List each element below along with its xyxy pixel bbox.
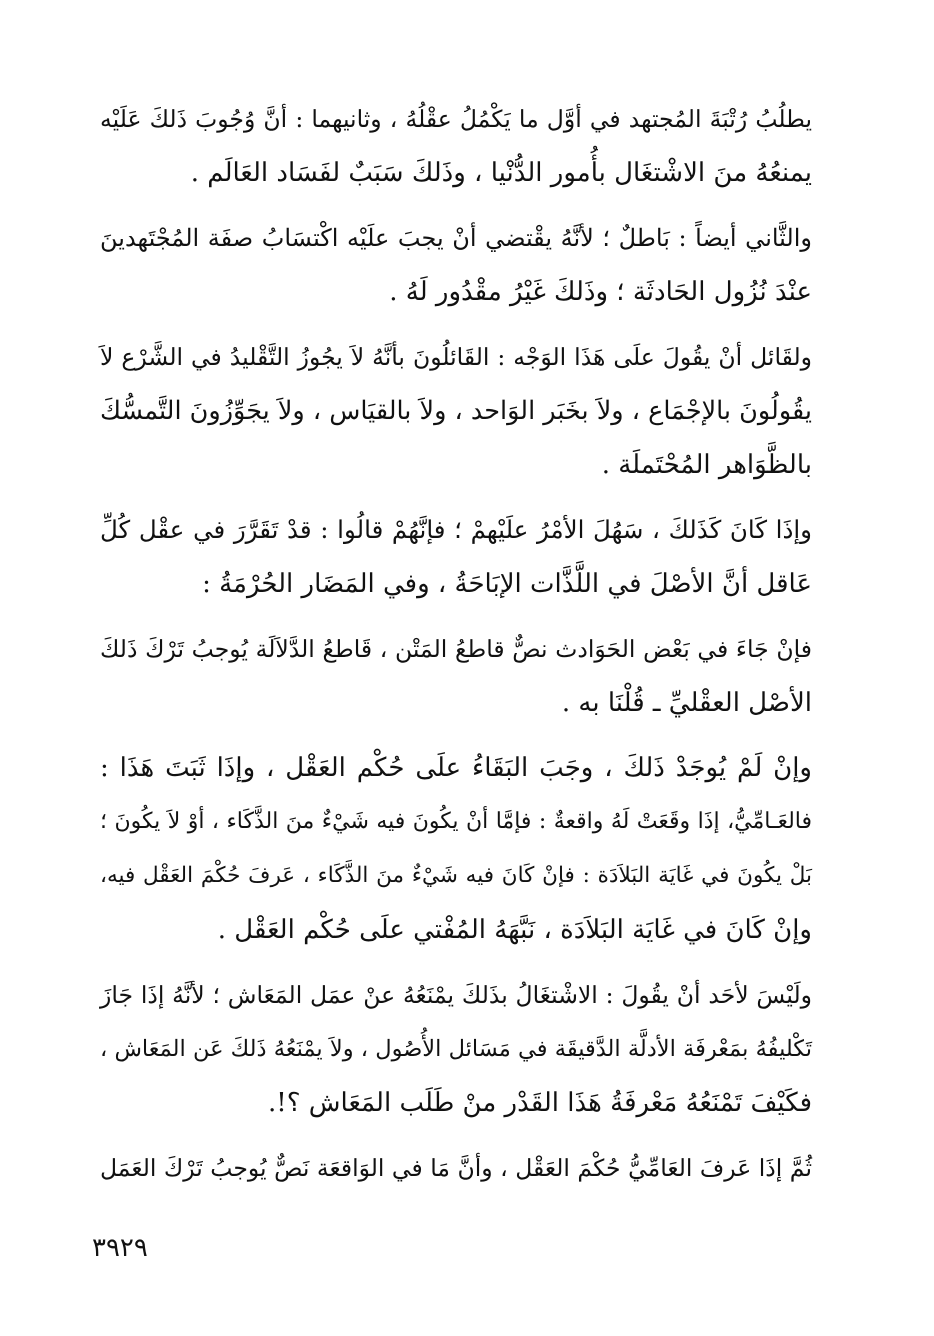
text-line: بالظَّوَاهر المُحْتَملَة . [601, 450, 812, 480]
text-line: ولَيْسَ لأحَد أنْ يقُولَ : الاشْتغَالُ بذَلكَ يمْنَعُهُ عنْ عمَل المَعَاش ؛ لأنَّهُ إذَا جَازَ [100, 981, 812, 1009]
paragraph [100, 741, 812, 957]
text-line: الأصْل العقْليِّ ـ قُلْنَا به . [561, 688, 812, 718]
text-line: يطلُبُ رُتْبَةَ المُجتهد في أوَّل ما يَكْمُلُ عقْلُهُ ، وثانيهما : أنَّ وُجُوبَ ذَلكَ عَلَيْه [100, 105, 812, 133]
text-line: يقُولُونَ بالإجْمَاع ، ولاَ بخَبَر الوَاحد ، ولاَ بالقيَاس ، ولاَ يجَوِّزُونَ التَّمسُّكَ [100, 396, 812, 426]
paragraph [100, 622, 812, 730]
paragraph [100, 503, 812, 611]
page-number: ٣٩٢٩ [92, 1233, 148, 1263]
text-line: عَاقل أنَّ الأصْلَ في اللَّذَّات الإبَاحَةُ ، وفي المَضَار الحُرْمَةُ : [202, 569, 812, 599]
text-line: يمنعُهُ منَ الاشْتغَال بأُمور الدُّنْيا ، وذَلكَ سَبَبٌ لفَسَاد العَالَم . [190, 158, 812, 188]
text-line: وإنْ كَانَ في غَايَة البَلاَدَة ، نَبَّهَهُ المُفْتي علَى حُكْم العَقْل . [217, 915, 812, 945]
text-line: فالعَـامِّيُّ، إذَا وقَعَتْ لَهُ واقعةٌ : فإمَّا أنْ يكُونَ فيه شَيْءٌ منَ الذَّكَاء ، أوْ لاَ يكُونَ ؛ [100, 809, 812, 834]
page-body [100, 92, 812, 1206]
paragraph [100, 330, 812, 492]
paragraph [100, 968, 812, 1130]
paragraph [100, 211, 812, 319]
text-line: عنْدَ نُزُول الحَادثَة ؛ وذَلكَ غَيْرُ مقْدُور لَهُ . [389, 277, 812, 307]
paragraph [100, 92, 812, 200]
paragraph [100, 1141, 812, 1195]
text-line: وإذَا كَانَ كَذَلكَ ، سَهُلَ الأمْرُ علَيْهمْ ؛ فإنَّهُمْ قالُوا : قدْ تَقَرَّرَ في عقْل كُلِّ [100, 515, 812, 544]
text-line: والثَّاني أيضاً : بَاطلٌ ؛ لأنَّهُ يقْتضي أنْ يجبَ علَيْه اكْتسَابُ صفَة المُجْتَهدينَ [100, 224, 812, 252]
text-line: ثُمَّ إذَا عَرفَ العَامِّيُّ حُكْمَ العَقْل ، وأنَّ مَا في الوَاقعَة نَصٌّ يُوجبُ تَرْكَ العَمَل [100, 1154, 812, 1182]
text-line: فإنْ جَاءَ في بَعْض الحَوَادث نصٌّ قاطعُ المَتْن ، قَاطعُ الدَّلاَلَة يُوجبُ تَرْكَ ذَلكَ [100, 635, 812, 663]
text-line: فكَيْفَ تَمْنَعُهُ مَعْرفَةُ هَذَا القَدْر منْ طَلَب المَعَاش ؟!. [268, 1088, 812, 1118]
text-line: ولقَائل أنْ يقُولَ علَى هَذَا الوَجْه : القَائلُونَ بأنَّهُ لاَ يجُوزُ التَّقْليدُ في الشَّرْع لاَ [100, 343, 812, 371]
text-line: وإنْ لَمْ يُوجَدْ ذَلكَ ، وجَبَ البَقَاءُ علَى حُكْم العَقْل ، وإذَا ثَبَتَ هَذَا : [100, 753, 812, 783]
text-line: بَلْ يكُونَ في غَايَة البَلاَدَة : فإنْ كَانَ فيه شَيْءٌ منَ الذَّكَاء ، عَرفَ حُكْمَ العَقْل فيه، [100, 863, 812, 888]
text-line: تَكْليفُهُ بمَعْرفَة الأدلَّة الدَّقيقَة في مَسَائل الأُصُول ، ولاَ يمْنَعُهُ ذَلكَ عَن المَعَاش ، [100, 1036, 812, 1062]
